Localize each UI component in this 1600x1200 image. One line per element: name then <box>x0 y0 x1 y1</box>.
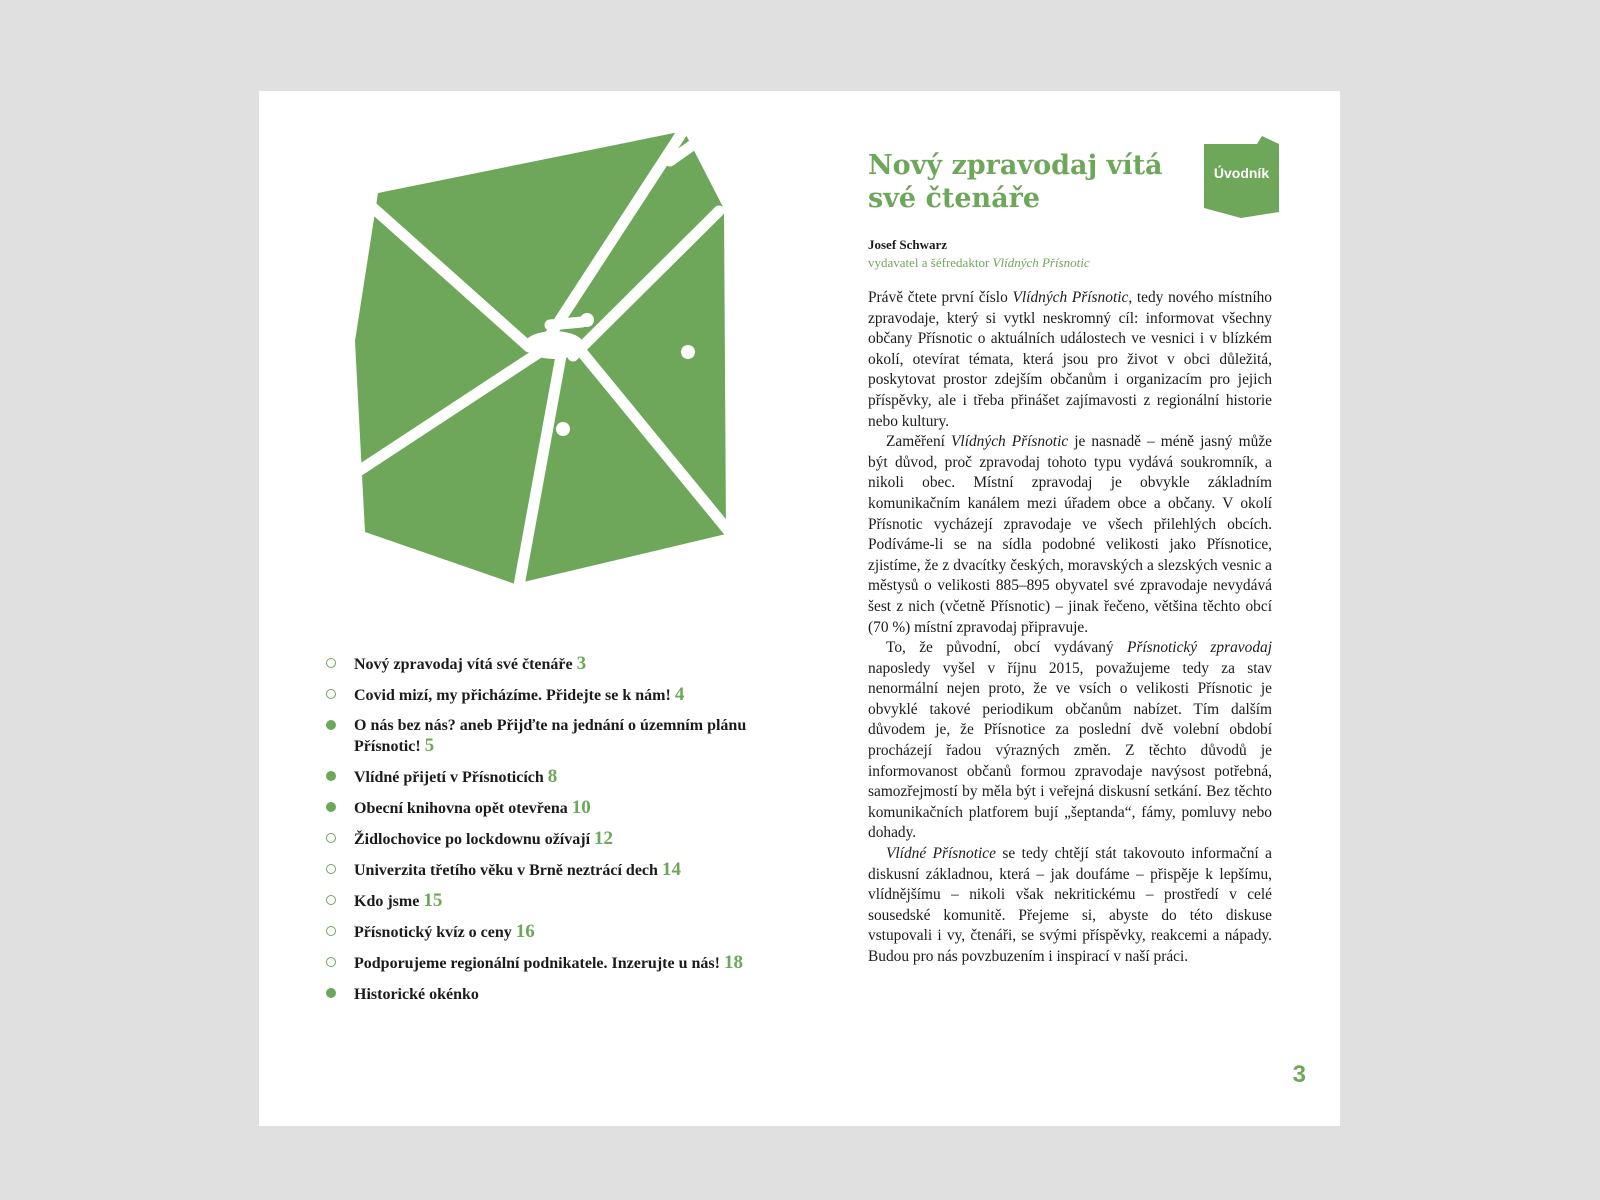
toc-bullet-icon <box>326 833 336 843</box>
toc-bullet-icon <box>326 802 336 812</box>
toc-page-number: 16 <box>515 921 535 942</box>
article-paragraph: Zaměření Vlídných Přísnotic je nasnadě – méně jasný může být důvod, proč zpravodaj tohoto typu vydává soukromník, a nikoli obec. Místní zpravodaj je obvykle základním komunikačním kanálem mezi úřadem obce a občany. V okolí Přísnotic vycházejí zpravodaje ve všech přilehlých obcích. Podíváme-li se na sídla podobné velikosti jako Přísnotice, zjistíme, že z dvacítky českých, moravských a slezských vesnic a městysů o velikosti 885–895 obyvatel své zpravodaje nevydává šest z nich (včetně Přísnotic) – jinak řečeno, většina těchto obcí (70 %) místní zpravodaj připravuje. <box>868 433 1273 636</box>
author-block <box>868 236 1288 272</box>
toc-bullet-icon <box>326 864 336 874</box>
toc-item[interactable] <box>326 654 796 675</box>
toc-item[interactable] <box>326 860 796 881</box>
article-paragraph: To, že původní, obcí vydávaný Přísnotický zpravodaj naposledy vyšel v říjnu 2015, považujeme tedy za stav nenormální nejen proto, že ve vsích o velikosti Přísnotic je obvyklé takové periodikum občanům nabízet. Tím dalším důvodem je, že Přísnotice za poslední dvě volební období procházejí řadou výrazných změn. Z těchto důvodů je informovanost občanů formou zpravodaje navýsost potřebná, samozřejmostí by měla být i veřejná diskusní setkání. Bez těchto komunikačních platforem bují „šeptanda“, fámy, pomluvy nebo dohady. <box>868 639 1272 842</box>
page-number: 3 <box>1292 1061 1306 1088</box>
toc-title: Vlídné přijetí v Přísnoticích <box>354 769 544 786</box>
village-map-logo-icon <box>311 131 736 591</box>
toc-title: Covid mizí, my přicházíme. Přidejte se k nám! <box>354 687 671 704</box>
toc-title: Historické okénko <box>354 986 479 1003</box>
article-paragraph: Vlídné Přísnotice se tedy chtějí stát takovouto informační a diskusní základnou, která – jak doufáme – přispěje k lepšímu, vlídnějšímu – nikoli však nekritickému – prostředí v celé sousedské komunitě. Přejeme si, abyste do této diskuse vstupovali i vy, čtenáři, se svými příspěvky, reakcemi a nápady. Budou pro nás povzbuzením i inspirací v naší práci. <box>868 845 1273 965</box>
toc-bullet-icon <box>326 689 336 699</box>
article-paragraph: Právě čtete první číslo Vlídných Přísnotic, tedy nového místního zpravodaje, který si vytkl neskromný cíl: informovat všechny občany Přísnotic o aktuálních událostech ve vesnici i v blízkém okolí, otevírat témata, která jsou pro život v obci důležitá, poskytovat prostor zdejším občanům i organizacím pro jejich příspěvky, ale i třeba přinášet zajímavosti z regionální historie nebo kultury. <box>868 289 1272 430</box>
toc-page-number: 18 <box>723 952 743 973</box>
toc-bullet-icon <box>326 988 336 998</box>
toc-page-number: 3 <box>576 653 587 674</box>
toc-title: Židlochovice po lockdownu ožívají <box>354 831 591 848</box>
toc-bullet-icon <box>326 895 336 905</box>
toc-bullet-icon <box>326 720 336 730</box>
toc-item[interactable] <box>326 891 796 912</box>
toc-item[interactable] <box>326 829 796 850</box>
toc-item[interactable] <box>326 767 796 788</box>
toc-page-number: 8 <box>547 766 558 787</box>
toc-title: Kdo jsme <box>354 893 420 910</box>
toc-item[interactable] <box>326 984 796 1005</box>
toc-title: Obecní knihovna opět otevřena <box>354 800 568 817</box>
toc-title: Univerzita třetího věku v Brně neztrácí dech <box>354 862 658 879</box>
toc-item[interactable] <box>326 953 796 974</box>
author-role <box>868 254 1288 272</box>
section-badge-label: Úvodník <box>1213 165 1270 181</box>
toc-bullet-icon <box>326 957 336 967</box>
article-body <box>868 288 1272 968</box>
article-title: Nový zpravodaj vítá své čtenáře <box>868 150 1163 214</box>
toc-page-number: 4 <box>674 684 685 705</box>
toc-item[interactable] <box>326 716 796 757</box>
toc-item[interactable] <box>326 685 796 706</box>
toc-page-number: 14 <box>661 859 681 880</box>
magazine-page <box>259 91 1340 1126</box>
table-of-contents <box>326 654 796 1015</box>
toc-title: Nový zpravodaj vítá své čtenáře <box>354 656 573 673</box>
toc-page-number: 12 <box>594 828 614 849</box>
toc-item[interactable] <box>326 922 796 943</box>
toc-title: O nás bez nás? aneb Přijďte na jednání o územním plánu Přísnotic! <box>354 717 747 755</box>
toc-page-number: 15 <box>423 890 443 911</box>
toc-bullet-icon <box>326 926 336 936</box>
toc-bullet-icon <box>326 771 336 781</box>
author-role-publication: Vlídných Přísnotic <box>992 255 1090 270</box>
toc-page-number: 5 <box>424 735 435 756</box>
toc-title: Podporujeme regionální podnikatele. Inzerujte u nás! <box>354 955 720 972</box>
toc-item[interactable] <box>326 798 796 819</box>
toc-title: Přísnotický kvíz o ceny <box>354 924 512 941</box>
author-name: Josef Schwarz <box>868 237 948 252</box>
toc-page-number: 10 <box>571 797 591 818</box>
author-role-prefix: vydavatel a šéfredaktor <box>868 255 990 270</box>
toc-bullet-icon <box>326 658 336 668</box>
